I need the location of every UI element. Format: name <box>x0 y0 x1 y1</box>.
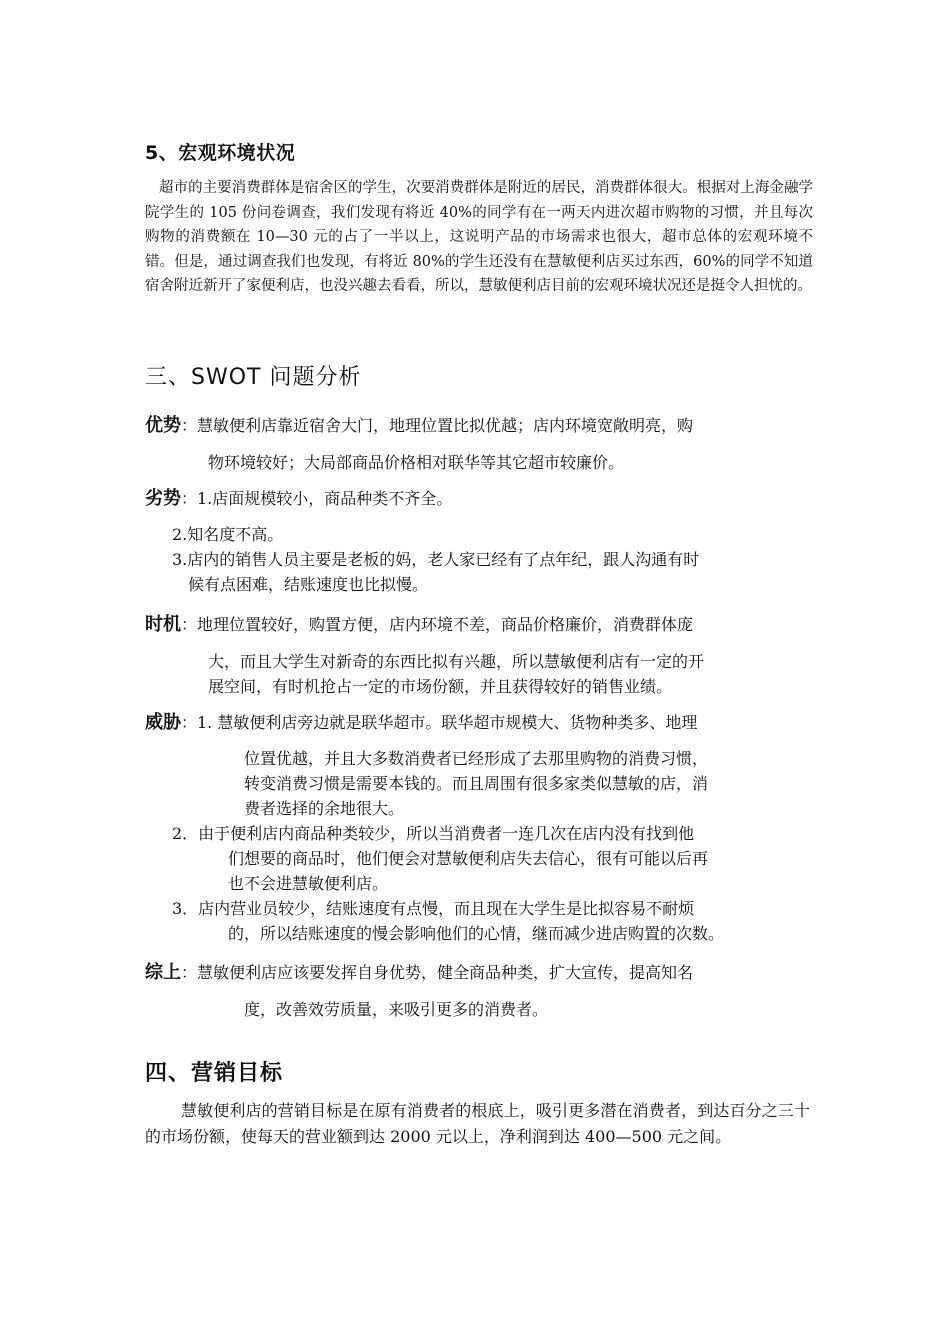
strengths-label: 优势 <box>145 415 181 436</box>
threats-label: 威胁 <box>145 712 181 733</box>
section4-heading: 四、营销目标 <box>145 1061 284 1086</box>
summary-label: 综上 <box>145 962 181 983</box>
section5-heading: 5、宏观环境状况 <box>145 142 296 164</box>
weaknesses-label: 劣势 <box>145 488 181 509</box>
weaknesses-line-2: 2.知名度不高。 <box>172 525 284 544</box>
opportunities-line-3: 展空间，有时机抢占一定的市场份额，并且获得较好的销售业绩。 <box>208 677 673 696</box>
strengths-line-1: 优势：慧敏便利店靠近宿舍大门，地理位置比拟优越；店内环境宽敞明亮，购 <box>145 415 694 436</box>
opportunities-line-2: 大，而且大学生对新奇的东西比拟有兴趣，所以慧敏便利店有一定的开 <box>208 652 705 671</box>
summary-line-1: 综上：慧敏便利店应该要发挥自身优势，健全商品种类，扩大宣传，提高知名 <box>145 962 694 983</box>
threats-line-8: 3．店内营业员较少，结账速度有点慢，而且现在大学生是比拟容易不耐烦 <box>172 899 695 918</box>
opportunities-label: 时机 <box>145 614 181 635</box>
weaknesses-line-1: 劣势：1.店面规模较小，商品种类不齐全。 <box>145 488 453 509</box>
strengths-line-2: 物环境较好；大局部商品价格相对联华等其它超市较廉价。 <box>208 453 625 472</box>
threats-line-6: 们想要的商品时，他们便会对慧敏便利店失去信心，很有可能以后再 <box>228 849 709 868</box>
threats-line-1: 威胁：1. 慧敏便利店旁边就是联华超市。联华超市规模大、货物种类多、地理 <box>145 712 698 733</box>
swot-heading: 三、SWOT 问题分析 <box>145 365 362 390</box>
threats-line-9: 的，所以结账速度的慢会影响他们的心情，继而减少进店购置的次数。 <box>228 924 725 943</box>
summary-line-2: 度，改善效劳质量，来吸引更多的消费者。 <box>244 1000 549 1019</box>
threats-line-7: 也不会进慧敏便利店。 <box>228 874 389 893</box>
weaknesses-line-3: 3.店内的销售人员主要是老板的妈，老人家已经有了点年纪，跟人沟通有时 <box>172 550 700 569</box>
threats-line-3: 转变消费习惯是需要本钱的。而且周围有很多家类似慧敏的店，消 <box>244 774 709 793</box>
threats-line-4: 费者选择的余地很大。 <box>244 799 405 818</box>
threats-line-2: 位置优越，并且大多数消费者已经形成了去那里购物的消费习惯， <box>244 749 709 768</box>
threats-line-5: 2．由于便利店内商品种类较少，所以当消费者一连几次在店内没有找到他 <box>172 824 695 843</box>
section4-paragraph: 慧敏便利店的营销目标是在原有消费者的根底上，吸引更多潜在消费者，到达百分之三十的市场份额，使每天的营业额到达 2000 元以上，净利润到达 400—500 元之间。 <box>145 1101 810 1146</box>
opportunities-line-1: 时机：地理位置较好，购置方便，店内环境不差，商品价格廉价，消费群体庞 <box>145 614 694 635</box>
weaknesses-line-4: 候有点困难，结账速度也比拟慢。 <box>188 575 429 594</box>
section5-paragraph: 超市的主要消费群体是宿舍区的学生，次要消费群体是附近的居民，消费群体很大。根据对上海金融学院学生的 105 份问卷调查，我们发现有将近 40%的同学有在一两天内进次超市购物的习惯，并且每次购物的消费额在 10—30 元的占了一半以上，这说明产品的市场需求也很大，超市总体的宏观环境不错。但是，通过调查我们也发现，有将近 80%的学生还没有在慧敏便利店买过东西，60%的同学不知道宿舍附近新开了家便利店，也没兴趣去看看，所以，慧敏便利店目前的宏观环境状况还是挺令人担忧的。 <box>145 180 813 295</box>
